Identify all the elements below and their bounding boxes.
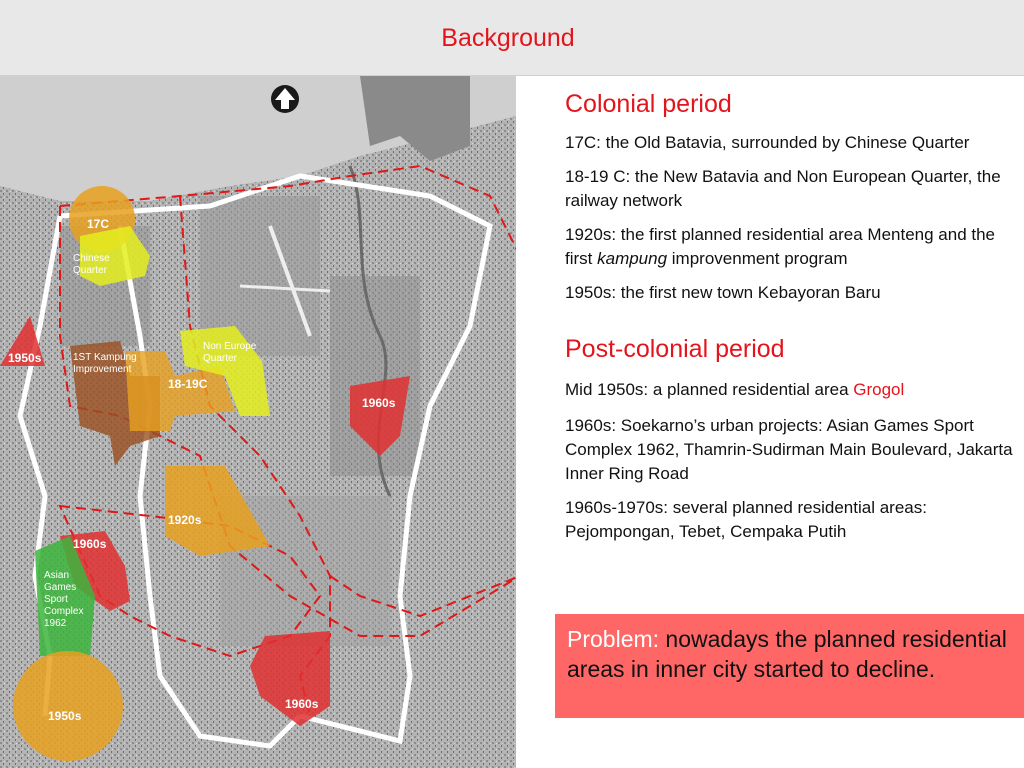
mid1950-text: Mid 1950s: a planned residential area [565, 380, 854, 399]
colonial-item-1950s: 1950s: the first new town Kebayoran Baru [565, 283, 881, 302]
postcolonial-item-mid1950s [565, 378, 1015, 402]
label-asian-games: Asian Games Sport Complex 1962 [44, 570, 84, 629]
label-1960s-right: 1960s [362, 396, 396, 410]
label-1960s-bottom: 1960s [285, 697, 319, 711]
colonial-heading: Colonial period [565, 90, 732, 118]
historical-map [0, 76, 516, 768]
slide-title: Background [441, 24, 575, 52]
label-17c: 17C [87, 217, 110, 231]
label-non-europe: Non Europe Quarter [203, 341, 257, 364]
colonial-1920-text: 1920s: the first planned residential area Menteng and the first [565, 225, 996, 268]
map-svg [0, 76, 516, 768]
label-1950s-left: 1950s [8, 351, 42, 365]
colonial-item-17c: 17C: the Old Batavia, surrounded by Chinese Quarter [565, 133, 970, 152]
problem-label: Problem: [567, 626, 660, 652]
slide-header [0, 0, 1024, 76]
colonial-item-1920s [565, 223, 1015, 271]
zone-1950s-bottom [13, 651, 123, 761]
postcolonial-item-1960s: 1960s: Soekarno’s urban projects: Asian Games Sport Complex 1962, Thamrin-Sudirman Main Boulevard, Jakarta Inner Ring Road [565, 416, 1013, 483]
problem-box [555, 614, 1024, 718]
label-1950s-bottom: 1950s [48, 709, 82, 723]
colonial-1920-text-end: improvenment program [667, 249, 848, 268]
colonial-item-18-19c: 18-19 C: the New Batavia and Non European Quarter, the railway network [565, 167, 1001, 210]
grogol-highlight: Grogol [853, 380, 905, 399]
postcolonial-heading: Post-colonial period [565, 335, 785, 363]
colonial-1920-italic: kampung [597, 249, 668, 268]
label-1920s: 1920s [168, 513, 202, 527]
label-kampung: 1ST Kampung Improvement [73, 352, 137, 375]
label-18-19c: 18-19C [168, 377, 208, 391]
problem-text: nowadays the planned residential areas in inner city started to decline. [567, 626, 1007, 682]
text-panel [565, 90, 1015, 544]
postcolonial-item-1960s-1970s: 1960s-1970s: several planned residential areas: Pejompongan, Tebet, Cempaka Putih [565, 498, 927, 541]
label-chinese-quarter: Chinese Quarter [73, 253, 110, 276]
label-1960s-mid: 1960s [73, 537, 107, 551]
